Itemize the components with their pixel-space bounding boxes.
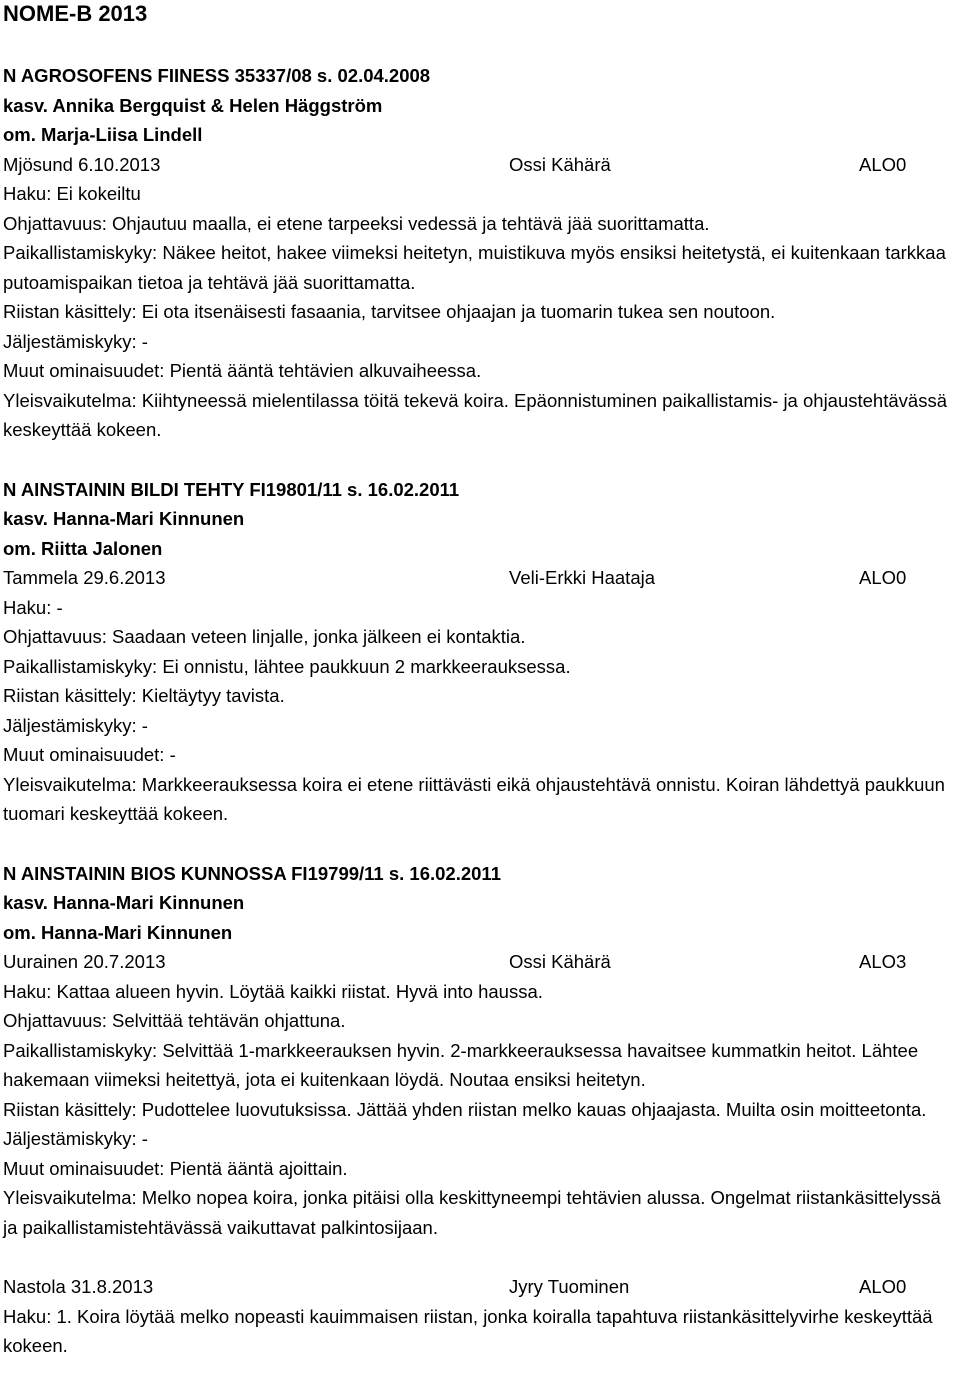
trial-line: Paikallistamiskyky: Näkee heitot, hakee viimeksi heitetyn, muistikuva myös ensiksi heitetystä, ei kuitenkaan tarkkaa putoamispaikan tietoa ja tehtävä jää suorittamatta. bbox=[3, 242, 946, 293]
trial-line: Haku: 1. Koira löytää melko nopeasti kauimmaisen riistan, jonka koiralla tapahtuva riistankäsittelyvirhe keskeyttää kokeen. bbox=[3, 1305, 933, 1356]
trial-grade: ALO3 bbox=[859, 951, 907, 972]
trial-line: Muut ominaisuudet: - bbox=[3, 744, 176, 765]
trial-line: Ohjattavuus: Ohjautuu maalla, ei etene tarpeeksi vedessä ja tehtävä jää suorittamatta. bbox=[3, 212, 710, 234]
trial-header bbox=[3, 563, 960, 593]
trial-header bbox=[3, 947, 960, 977]
dog-owner: om. Marja-Liisa Lindell bbox=[3, 124, 203, 145]
trial-grade: ALO0 bbox=[859, 567, 907, 588]
trial-header bbox=[3, 150, 960, 180]
dog-name: N AINSTAININ BIOS KUNNOSSA FI19799/11 s. 16.02.2011 bbox=[3, 862, 501, 884]
dog-breeder: kasv. Hanna-Mari Kinnunen bbox=[3, 508, 245, 529]
trial-line: Haku: - bbox=[3, 596, 63, 618]
trial-line: Paikallistamiskyky: Ei onnistu, lähtee paukkuun 2 markkeerauksessa. bbox=[3, 655, 571, 677]
trial-judge: Ossi Kähärä bbox=[509, 153, 611, 175]
dog-entry bbox=[3, 475, 960, 829]
dog-breeder: kasv. Annika Bergquist & Helen Häggström bbox=[3, 94, 383, 116]
trial-line: Jäljestämiskyky: - bbox=[3, 714, 148, 736]
dog-entry bbox=[3, 859, 960, 1361]
trial-header bbox=[3, 1272, 960, 1302]
trial-line: Riistan käsittely: Ei ota itsenäisesti fasaania, tarvitsee ohjaajan ja tuomarin tukea sen noutoon. bbox=[3, 301, 776, 322]
trial-judge: Ossi Kähärä bbox=[509, 951, 611, 972]
trial-grade: ALO0 bbox=[859, 153, 907, 175]
trial-line: Haku: Ei kokeiltu bbox=[3, 183, 141, 204]
trial-line: Paikallistamiskyky: Selvittää 1-markkeerauksen hyvin. 2-markkeerauksessa havaitsee kummatkin heitot. Lähtee hakemaan viimeksi heitettyä, jota ei kuitenkaan löydä. Noutaa ensiksi heitetyn. bbox=[3, 1039, 919, 1090]
trial-line: Ohjattavuus: Saadaan veteen linjalle, jonka jälkeen ei kontaktia. bbox=[3, 626, 526, 647]
trial-line: Yleisvaikutelma: Kiihtyneessä mielentilassa töitä tekevä koira. Epäonnistuminen paikallistamis- ja ohjaustehtävässä keskeyttää kokeen. bbox=[3, 389, 947, 440]
dog-name: N AGROSOFENS FIINESS 35337/08 s. 02.04.2008 bbox=[3, 65, 431, 86]
dog-entry bbox=[3, 61, 960, 445]
dog-owner: om. Hanna-Mari Kinnunen bbox=[3, 921, 233, 943]
dog-owner: om. Riitta Jalonen bbox=[3, 537, 163, 559]
trial-judge: Jyry Tuominen bbox=[509, 1276, 630, 1297]
trial-line: Jäljestämiskyky: - bbox=[3, 330, 148, 352]
trial-place: Tammela 29.6.2013 bbox=[3, 567, 166, 588]
document-title: NOME-B 2013 bbox=[3, 1, 148, 26]
trial-line: Haku: Kattaa alueen hyvin. Löytää kaikki riistat. Hyvä into haussa. bbox=[3, 980, 543, 1002]
trial-place: Mjösund 6.10.2013 bbox=[3, 153, 161, 175]
trial-line: Muut ominaisuudet: Pientä ääntä ajoittain. bbox=[3, 1157, 348, 1179]
dog-name: N AINSTAININ BILDI TEHTY FI19801/11 s. 16.02.2011 bbox=[3, 478, 460, 500]
trial-line: Riistan käsittely: Pudottelee luovutuksissa. Jättää yhden riistan melko kauas ohjaajasta. Muilta osin moitteetonta. bbox=[3, 1098, 927, 1120]
trial-grade: ALO0 bbox=[859, 1276, 907, 1297]
trial-line: Jäljestämiskyky: - bbox=[3, 1128, 148, 1149]
trial-line: Yleisvaikutelma: Markkeerauksessa koira ei etene riittävästi eikä ohjaustehtävä onnistu. Koiran lähdettyä paukkuun tuomari keskeyttää kokeen. bbox=[3, 773, 945, 824]
dog-breeder: kasv. Hanna-Mari Kinnunen bbox=[3, 892, 245, 913]
trial-line: Yleisvaikutelma: Melko nopea koira, jonka pitäisi olla keskittyneempi tehtävien alussa. Ongelmat riistankäsittelyssä ja paikallistamistehtävässä vaikuttavat palkintosijaan. bbox=[3, 1187, 941, 1238]
trial-place: Nastola 31.8.2013 bbox=[3, 1276, 154, 1297]
trial-line: Ohjattavuus: Selvittää tehtävän ohjattuna. bbox=[3, 1010, 346, 1031]
trial-judge: Veli-Erkki Haataja bbox=[509, 567, 656, 588]
trial-line: Riistan käsittely: Kieltäytyy tavista. bbox=[3, 685, 285, 706]
trial-line: Muut ominaisuudet: Pientä ääntä tehtävien alkuvaiheessa. bbox=[3, 360, 482, 381]
trial-place: Uurainen 20.7.2013 bbox=[3, 951, 166, 972]
